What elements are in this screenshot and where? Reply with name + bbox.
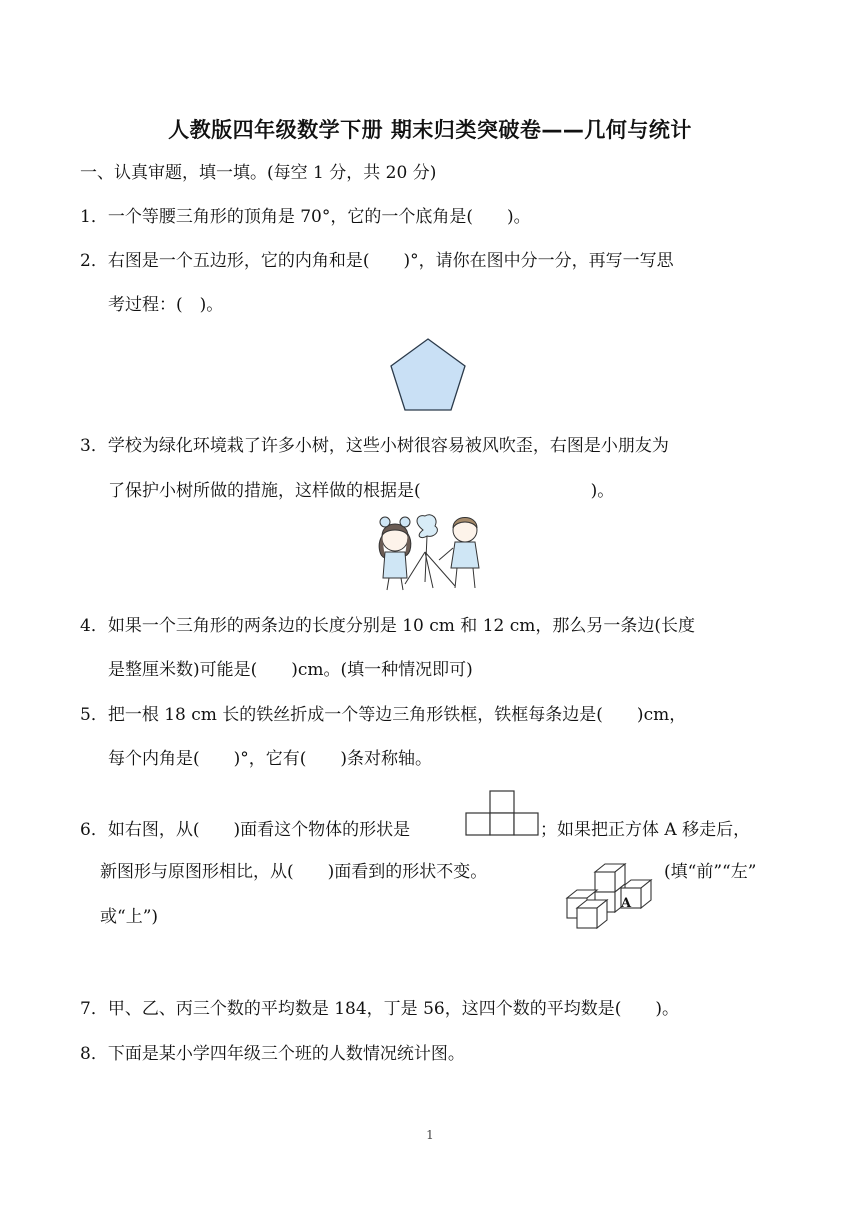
- page-title: 人教版四年级数学下册 期末归类突破卷——几何与统计: [168, 118, 692, 142]
- question-6-line-2: 新图形与原图形相比，从( )面看到的形状不变。: [100, 862, 488, 882]
- question-5-line-1: 5．把一根 18 cm 长的铁丝折成一个等边三角形铁框，铁框每条边是( )cm，: [80, 705, 687, 725]
- question-2-line-1: 2．右图是一个五边形，它的内角和是( )°，请你在图中分一分，再写一写思: [80, 251, 674, 271]
- question-7: 7．甲、乙、丙三个数的平均数是 184，丁是 56，这四个数的平均数是( )。: [80, 999, 679, 1019]
- children-tree-illustration: [365, 512, 495, 594]
- three-square-shape-icon: [466, 790, 538, 836]
- question-6-line-1-b: ；如果把正方体 A 移走后，: [540, 820, 751, 840]
- question-4-line-1: 4．如果一个三角形的两条边的长度分别是 10 cm 和 12 cm，那么另一条边(长度: [80, 616, 696, 636]
- question-3-line-2: 了保护小树所做的措施，这样做的根据是( )。: [108, 481, 615, 501]
- question-3-line-1: 3．学校为绿化环境栽了许多小树，这些小树很容易被风吹歪，右图是小朋友为: [80, 436, 669, 456]
- cube-a-label: A: [621, 896, 632, 911]
- question-6-line-3: 或“上”): [100, 907, 159, 927]
- question-2-line-2: 考过程：( )。: [108, 295, 224, 315]
- section-heading: 一、认真审题，填一填。(每空 1 分，共 20 分): [80, 163, 437, 183]
- pentagon-figure: [388, 337, 468, 413]
- question-6-line-1-a: 6．如右图，从( )面看这个物体的形状是: [80, 820, 411, 840]
- cube-stack-figure: [565, 862, 657, 940]
- question-4-line-2: 是整厘米数)可能是( )cm。(填一种情况即可): [108, 660, 473, 680]
- question-1: 1．一个等腰三角形的顶角是 70°，它的一个底角是( )。: [80, 207, 531, 227]
- page-number: 1: [426, 1128, 434, 1142]
- question-5-line-2: 每个内角是( )°，它有( )条对称轴。: [108, 749, 433, 769]
- question-6-hint: (填“前”“左”: [664, 862, 757, 882]
- question-8: 8．下面是某小学四年级三个班的人数情况统计图。: [80, 1044, 465, 1064]
